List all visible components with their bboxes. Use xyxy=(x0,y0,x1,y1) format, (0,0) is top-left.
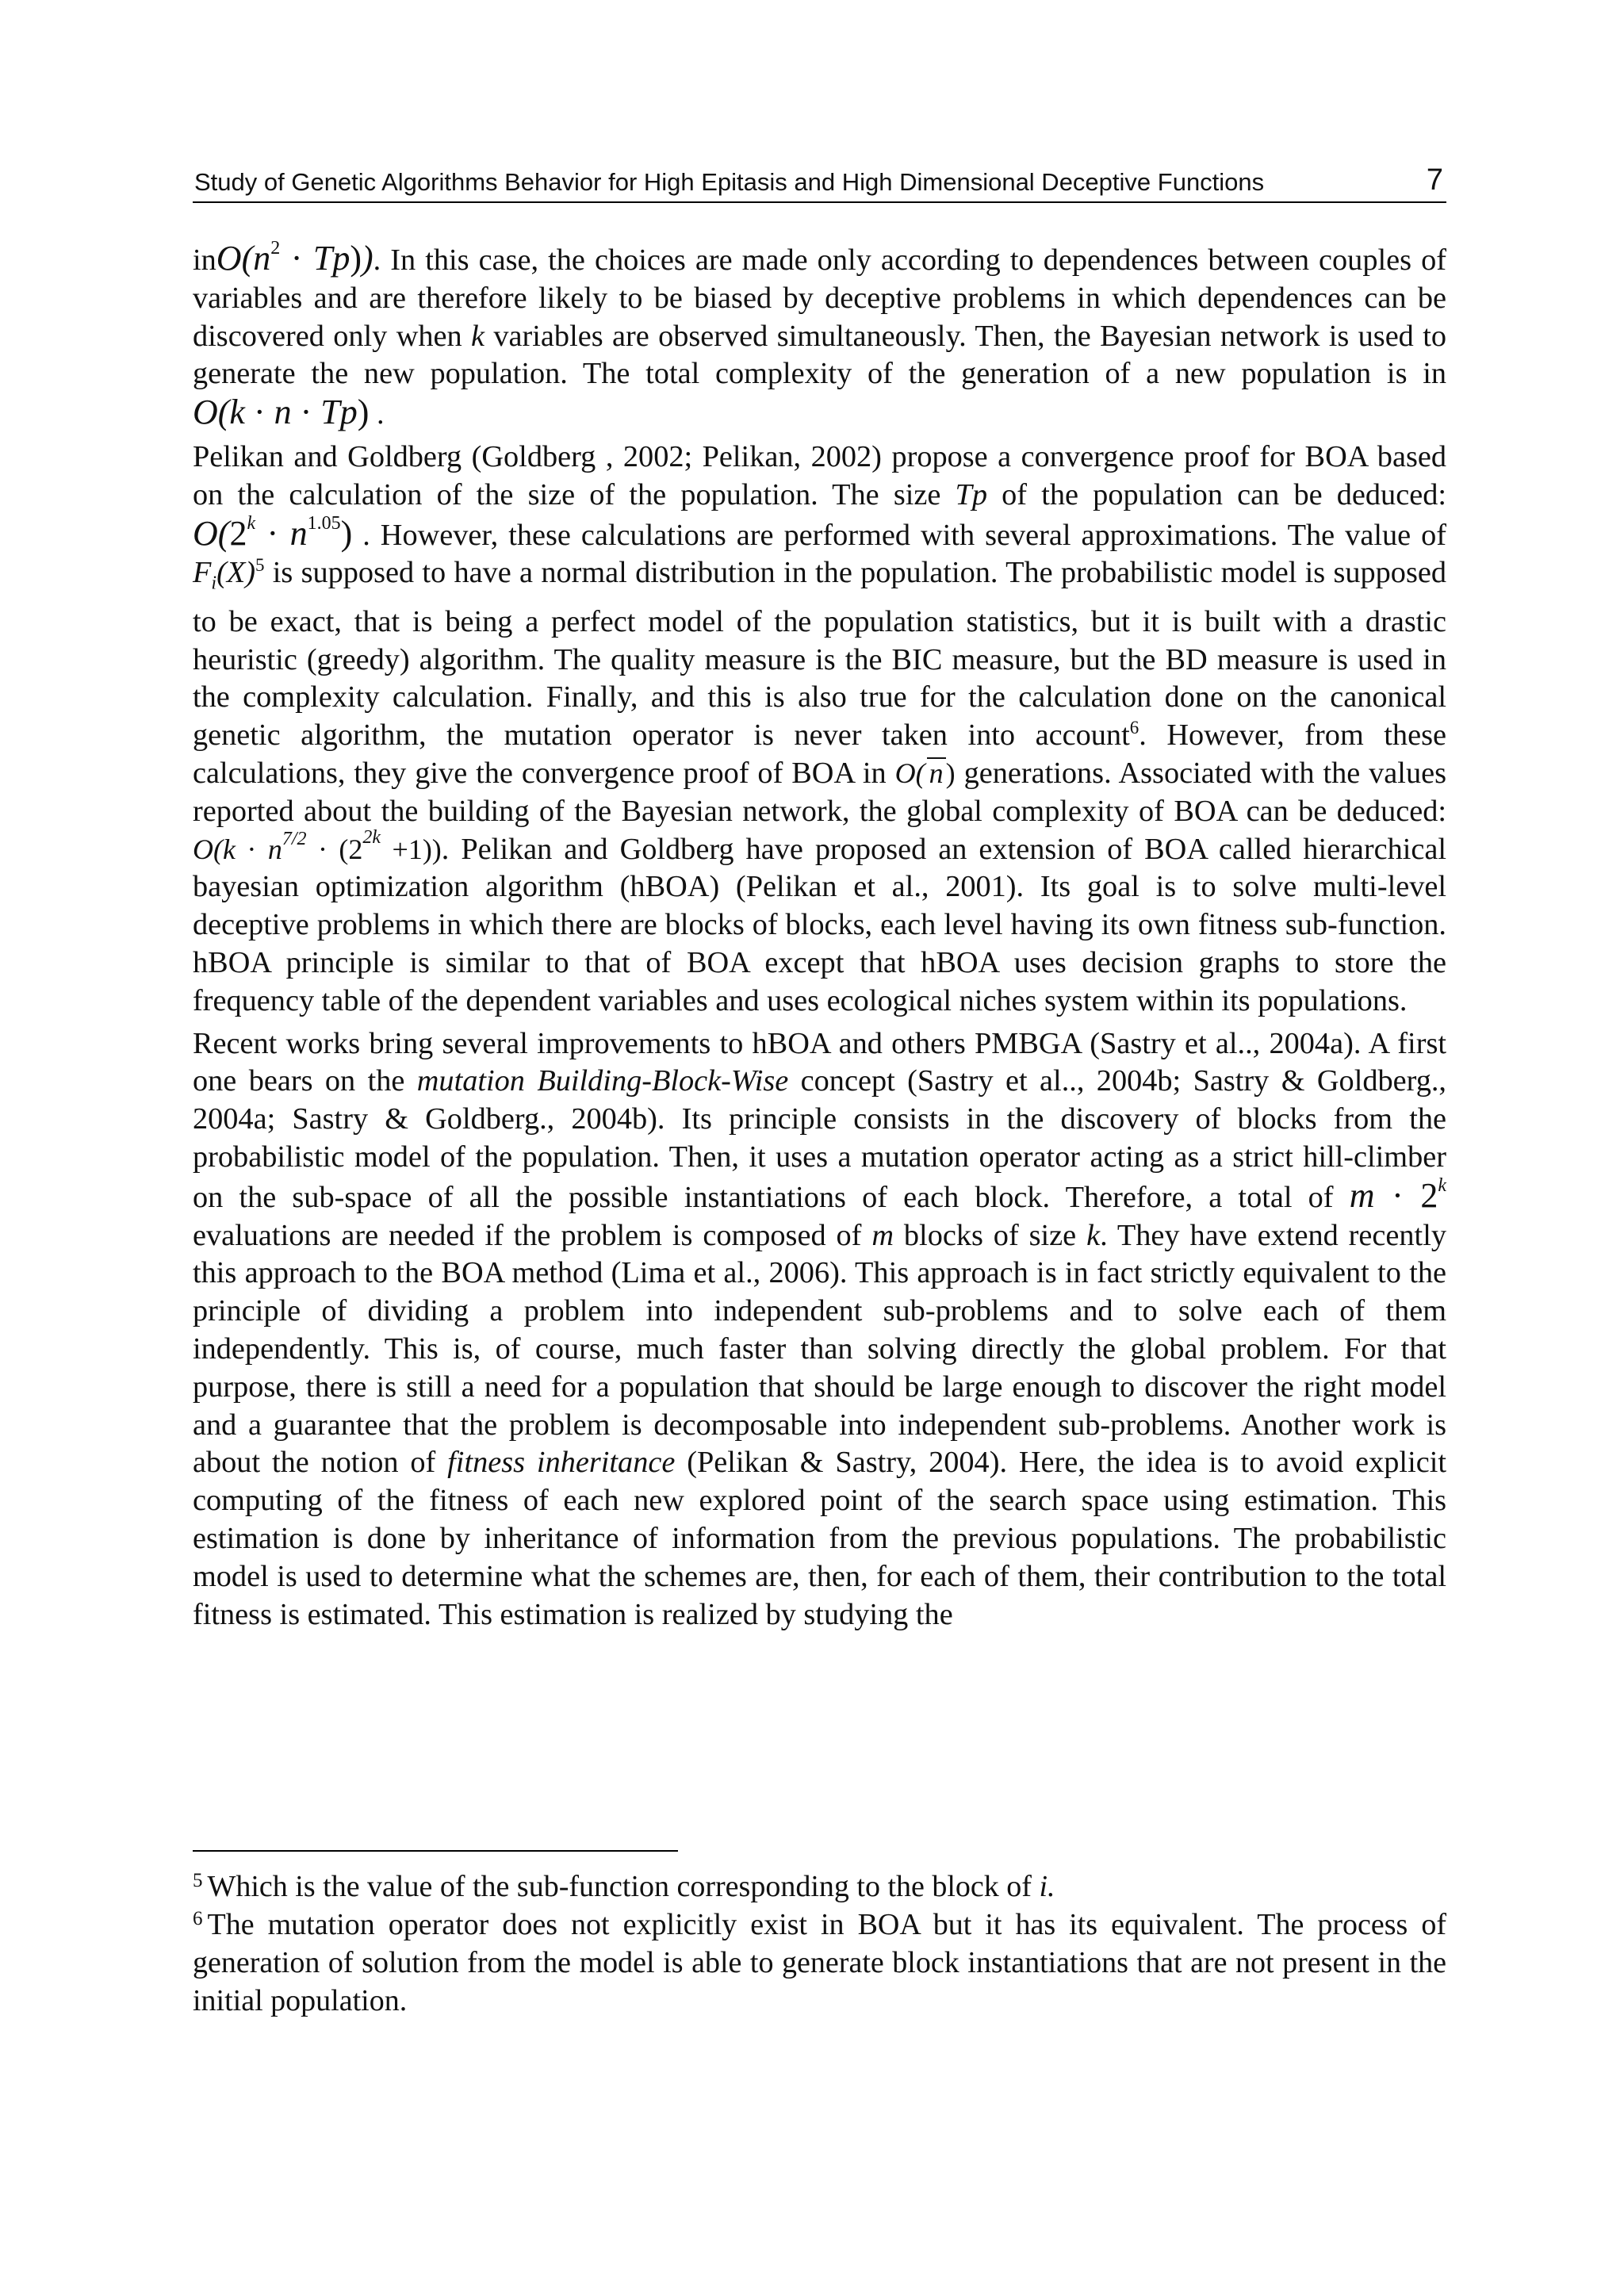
math-population-size: $O(2^k \cdot n^{1.05})$ xyxy=(193,512,353,553)
math-sqrt-n: O( n) xyxy=(894,757,956,790)
footnote-text: The mutation operator does not explicitly exist in BOA but it has its equivalent. The process of generation of solution from the model is able to generate block instantiations that are not present in the initial population. xyxy=(193,1908,1446,2017)
var-k: k xyxy=(471,319,485,353)
math-complexity-kntp: O(k · n · Tp) xyxy=(193,393,370,432)
body-text xyxy=(193,239,1446,1634)
text-run: is supposed to have a normal distribution in the population. The probabilistic model is supposed to be exact, that is being a perfect model of the population statistics, but it is built with a drastic heuristic (greedy) algorithm. The quality measure is the BIC measure, but the BD measure is used in the complexity calculation. Finally, and this is also true for the calculation done on the canonical genetic algorithm, the mutation operator is never taken into account xyxy=(193,556,1446,753)
var-m: m xyxy=(871,1218,894,1252)
running-header xyxy=(193,163,1446,203)
math-complexity-n2tp: $O(n^2 \cdot Tp)$) xyxy=(216,238,373,278)
text-run: . xyxy=(369,397,385,431)
text-run: evaluations are needed if the problem is composed of xyxy=(193,1218,872,1252)
footnote-6 xyxy=(193,1906,1446,2020)
paragraph-3 xyxy=(193,1025,1446,1634)
paragraph-2 xyxy=(193,439,1446,1021)
text-run: generations. Associated with the values reported about the building of the Bayesian network, the global complexity of BOA can be deduced: xyxy=(193,757,1446,828)
var-fi: $F_i(X)$ xyxy=(193,556,255,595)
text-run: Recent works bring several improvements to hBOA and others PMBGA (Sastry et al.., 2004a). A first one bears on the xyxy=(193,1026,1446,1098)
footnote-text: Which is the value of the sub-function corresponding to the block of xyxy=(207,1870,1040,1903)
math-global-complexity: $O(k \cdot n^{7/2} \cdot (2^{2k} +1))$ xyxy=(193,826,442,865)
var-tp: Tp xyxy=(955,477,987,511)
text-run: . They have extend recently this approach to the BOA method (Lima et al., 2006). This approach is in fact strictly equivalent to the principle of dividing a problem into independent sub-problems and to solve each of them independently. This is, of course, much faster than solving directly the global problem. For that purpose, there is still a need for a population that should be large enough to discover the right model and a guarantee that the problem is decomposable into independent sub-problems. Another work is about the notion of xyxy=(193,1218,1446,1480)
term-fitness-inheritance: fitness inheritance xyxy=(447,1446,676,1480)
text-run: blocks of size xyxy=(894,1218,1087,1252)
text-run: . In this case, the choices are made only according to dependences between couples of variables and are therefore likely to be biased by deceptive problems in which dependences can be discovered only when xyxy=(193,243,1446,353)
running-title: Study of Genetic Algorithms Behavior for High Epitasis and High Dimensional Deceptive Functions xyxy=(194,168,1265,196)
footnote-5 xyxy=(193,1868,1446,1906)
text-run: in xyxy=(193,243,216,277)
text-run: (Pelikan & Sastry, 2004). Here, the idea is to avoid explicit computing of the fitness of each new explored point of the search space using estimation. This estimation is done by inheritance of information from the previous populations. The probabilistic model is used to determine what the schemes are, then, for each of them, their contribution to the total fitness is estimated. This estimation is realized by studying the xyxy=(193,1446,1446,1631)
var-k: k xyxy=(1086,1218,1101,1252)
text-run: of the population can be deduced: xyxy=(987,477,1446,511)
text-run: concept (Sastry et al.., 2004b; Sastry & Goldberg., 2004a; Sastry & Goldberg., 2004b). Its principle consists in the discovery of blocks from the probabilistic model of the population. Then, it uses a mutation operator acting as a strict hill-climber on the sub-space of all the possible instantiations of each block. Therefore, a total of xyxy=(193,1064,1447,1214)
text-run: . However, these calculations are performed with several approximations. The value of xyxy=(352,518,1446,552)
paragraph-1 xyxy=(193,239,1446,434)
footnote-tail: i. xyxy=(1039,1870,1055,1903)
footnote-mark: 6 xyxy=(193,1908,203,1929)
text-run: Pelikan and Goldberg (Goldberg , 2002; Pelikan, 2002) propose a convergence proof for BOA based on the calculation of the size of the population. The size xyxy=(193,439,1446,511)
term-mutation-bbw: mutation Building-Block-Wise xyxy=(416,1064,789,1098)
footnote-ref-5[interactable]: 5 xyxy=(255,555,265,576)
text-run: . However, from these calculations, they give the convergence proof of BOA in xyxy=(193,718,1446,791)
text-run: . Pelikan and Goldberg have proposed an extension of BOA called hierarchical bayesian optimization algorithm (hBOA) (Pelikan et al., 2001). Its goal is to solve multi-level deceptive problems in which there are blocks of blocks, each level having its own fitness sub-function. hBOA principle is similar to that of BOA except that hBOA uses decision graphs to store the frequency table of the dependent variables and uses ecological niches system within its populations. xyxy=(193,832,1447,1017)
footnote-divider xyxy=(193,1850,678,1852)
footnote-mark: 5 xyxy=(193,1870,203,1891)
page-number: 7 xyxy=(1426,163,1443,197)
footnotes xyxy=(193,1868,1446,2020)
math-m-2k: m · 2$^k$ xyxy=(1349,1174,1447,1215)
footnote-ref-6[interactable]: 6 xyxy=(1129,718,1139,738)
text-run: variables are observed simultaneously. Then, the Bayesian network is used to generate the new population. The total complexity of the generation of a new population is in xyxy=(193,319,1446,391)
